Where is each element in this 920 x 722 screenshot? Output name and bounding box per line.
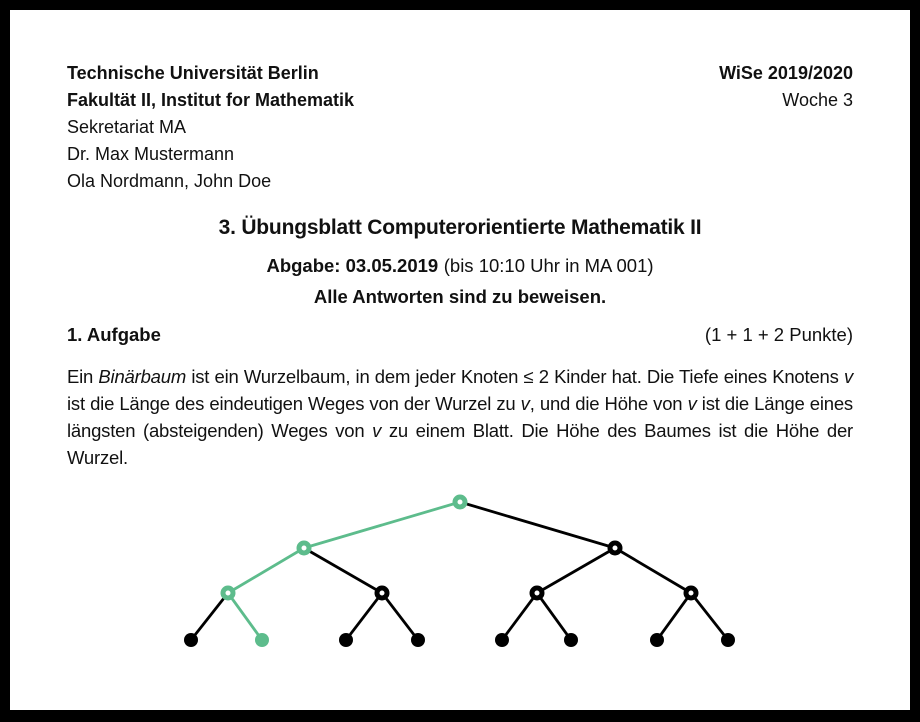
header-semester: WiSe 2019/2020 <box>719 63 853 83</box>
tree-edge <box>657 593 691 640</box>
sheet-title: 3. Übungsblatt Computerorientierte Mathematik II <box>218 216 702 239</box>
tree-edge <box>191 593 228 640</box>
text-run: Ein <box>67 366 99 387</box>
tree-edge <box>537 593 571 640</box>
tree-edge <box>615 548 691 593</box>
tree-edge <box>691 593 728 640</box>
header-secretariat: Sekretariat MA <box>67 117 187 137</box>
tree-inner-node <box>532 588 542 598</box>
header-lecturer: Dr. Max Mustermann <box>67 144 235 164</box>
italic-term: v <box>687 393 697 414</box>
tree-inner-node <box>455 497 465 507</box>
tree-edge <box>502 593 537 640</box>
text-run: ist die Länge des eindeutigen Weges von der Wurzel zu <box>67 393 521 414</box>
deadline-line <box>10 255 910 277</box>
tree-edge <box>346 593 382 640</box>
header-faculty: Fakultät II, Institut for Mathematik <box>67 90 355 110</box>
text-run: ist die Länge eines längsten (absteigenden) Weges von <box>67 393 853 441</box>
tree-edge <box>304 502 460 548</box>
italic-term: Binärbaum <box>98 366 187 387</box>
header-assistants: Ola Nordmann, John Doe <box>67 171 272 191</box>
proof-note: Alle Antworten sind zu beweisen. <box>313 286 607 307</box>
italic-term: v <box>372 420 382 441</box>
header-university: Technische Universität Berlin <box>67 63 319 83</box>
italic-term: v <box>520 393 530 414</box>
text-run: ist ein Wurzelbaum, in dem jeder Knoten ≤ 2 Kinder hat. Die Tiefe eines Knotens <box>186 366 844 387</box>
tree-leaf-node <box>339 633 353 647</box>
tree-leaf-node <box>411 633 425 647</box>
binary-tree-svg <box>150 480 790 655</box>
text-run: zu einem Blatt. Die Höhe des Baumes ist die Höhe der Wurzel. <box>67 420 854 468</box>
tree-leaf-node <box>721 633 735 647</box>
tree-inner-node <box>610 543 620 553</box>
tree-leaf-node <box>495 633 509 647</box>
header-left-block <box>67 60 354 195</box>
header-week: Woche 3 <box>782 90 853 110</box>
task-points: (1 + 1 + 2 Punkte) <box>704 324 853 345</box>
task-paragraph <box>67 363 853 471</box>
tree-leaf-node <box>184 633 198 647</box>
tree-inner-node <box>686 588 696 598</box>
tree-leaf-node <box>650 633 664 647</box>
deadline-date: Abgabe: 03.05.2019 <box>266 255 439 276</box>
italic-term: v <box>843 366 853 387</box>
text-run: , und die Höhe von <box>529 393 688 414</box>
deadline-details: (bis 10:10 Uhr in MA 001) <box>443 255 654 276</box>
tree-edge <box>382 593 418 640</box>
tree-inner-node <box>299 543 309 553</box>
task-header-row <box>67 324 853 346</box>
tree-edge <box>228 548 304 593</box>
task-heading: 1. Aufgabe <box>67 324 161 345</box>
tree-edge <box>228 593 262 640</box>
tree-leaf-node <box>564 633 578 647</box>
tree-inner-node <box>377 588 387 598</box>
tree-edge <box>460 502 615 548</box>
header-right-block <box>719 60 853 114</box>
tree-inner-node <box>223 588 233 598</box>
tree-edge <box>304 548 382 593</box>
tree-leaf-node <box>255 633 269 647</box>
tree-edge <box>537 548 615 593</box>
document-page <box>10 10 910 710</box>
